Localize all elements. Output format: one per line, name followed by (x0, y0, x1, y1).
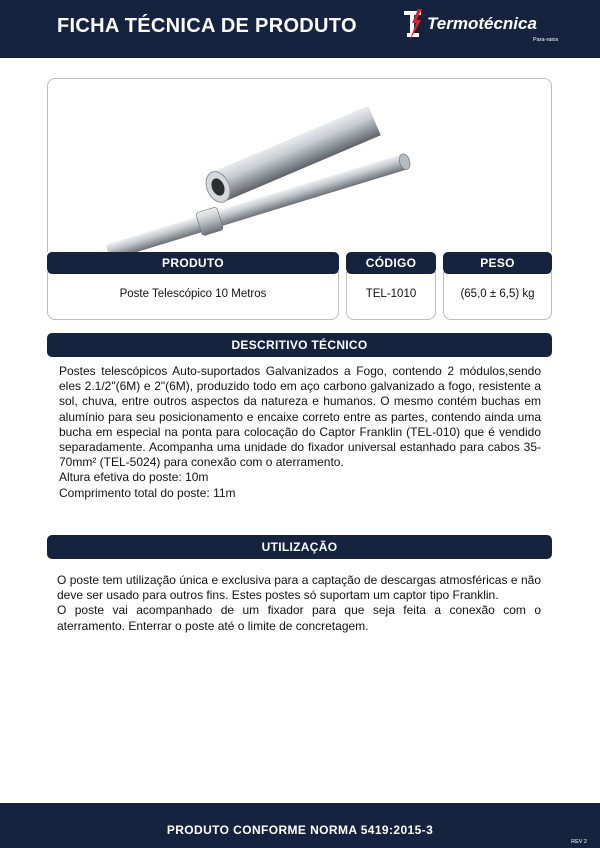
utilizacao-paragraph-1: O poste tem utilização única e exclusiva para a captação de descargas atmosféricas e não deve ser usado para outros fins. Estes postes só suportam um captor tipo Franklin. (57, 573, 541, 603)
page-title: FICHA TÉCNICA DE PRODUTO (57, 15, 357, 37)
utilizacao-body (57, 573, 541, 634)
codigo-cell (346, 270, 436, 320)
descritivo-body (59, 364, 541, 501)
brand-logo (403, 8, 563, 48)
brand-subtitle: Para-raios (533, 37, 559, 43)
comprimento-line: Comprimento total do poste: 11m (59, 485, 236, 500)
footer-bar (0, 803, 600, 848)
product-photo-frame (47, 78, 552, 252)
utilizacao-heading: UTILIZAÇÃO (47, 535, 552, 559)
codigo-header: CÓDIGO (346, 252, 436, 274)
logo-mark-icon (403, 8, 425, 44)
header-bar (0, 0, 600, 58)
descritivo-heading: DESCRITIVO TÉCNICO (47, 333, 552, 357)
descritivo-paragraph: Postes telescópicos Auto-suportados Galvanizados a Fogo, contendo 2 módulos,sendo eles 2.1/2"(6M) e 2"(6M), produzido todo em aço carbono galvanizado a fogo, resistente a sol, chuva, entre outros aspectos da natureza e humanos. O mesmo contém buchas em alumínio para seu posicionamento e encaixe correto entre as partes, contendo ainda uma bucha em especial na ponta para colocação do Captor Franklin (TEL-010) que é vendido separadamente. Acompanha uma unidade do fixador universal estanhado para cabos 35-70mm² (TEL-5024) para conexão com o aterramento. (59, 364, 541, 470)
product-photo (48, 79, 552, 252)
revision-label: REV 2 (571, 839, 587, 845)
norma-text: PRODUTO CONFORME NORMA 5419:2015-3 (166, 823, 434, 837)
altura-line: Altura efetiva do poste: 10m (59, 470, 209, 485)
peso-header: PESO (443, 252, 552, 274)
produto-value: Poste Telescópico 10 Metros (119, 288, 267, 300)
produto-header: PRODUTO (47, 252, 339, 274)
peso-value: (65,0 ± 6,5) kg (460, 288, 535, 300)
brand-name: Termotécnica (427, 14, 537, 33)
utilizacao-paragraph-2: O poste vai acompanhado de um fixador para que seja feita a conexão com o aterramento. Enterrar o poste até o limite de concretagem. (57, 603, 541, 633)
codigo-value: TEL-1010 (365, 288, 417, 300)
produto-cell (47, 270, 339, 320)
peso-cell (443, 270, 552, 320)
